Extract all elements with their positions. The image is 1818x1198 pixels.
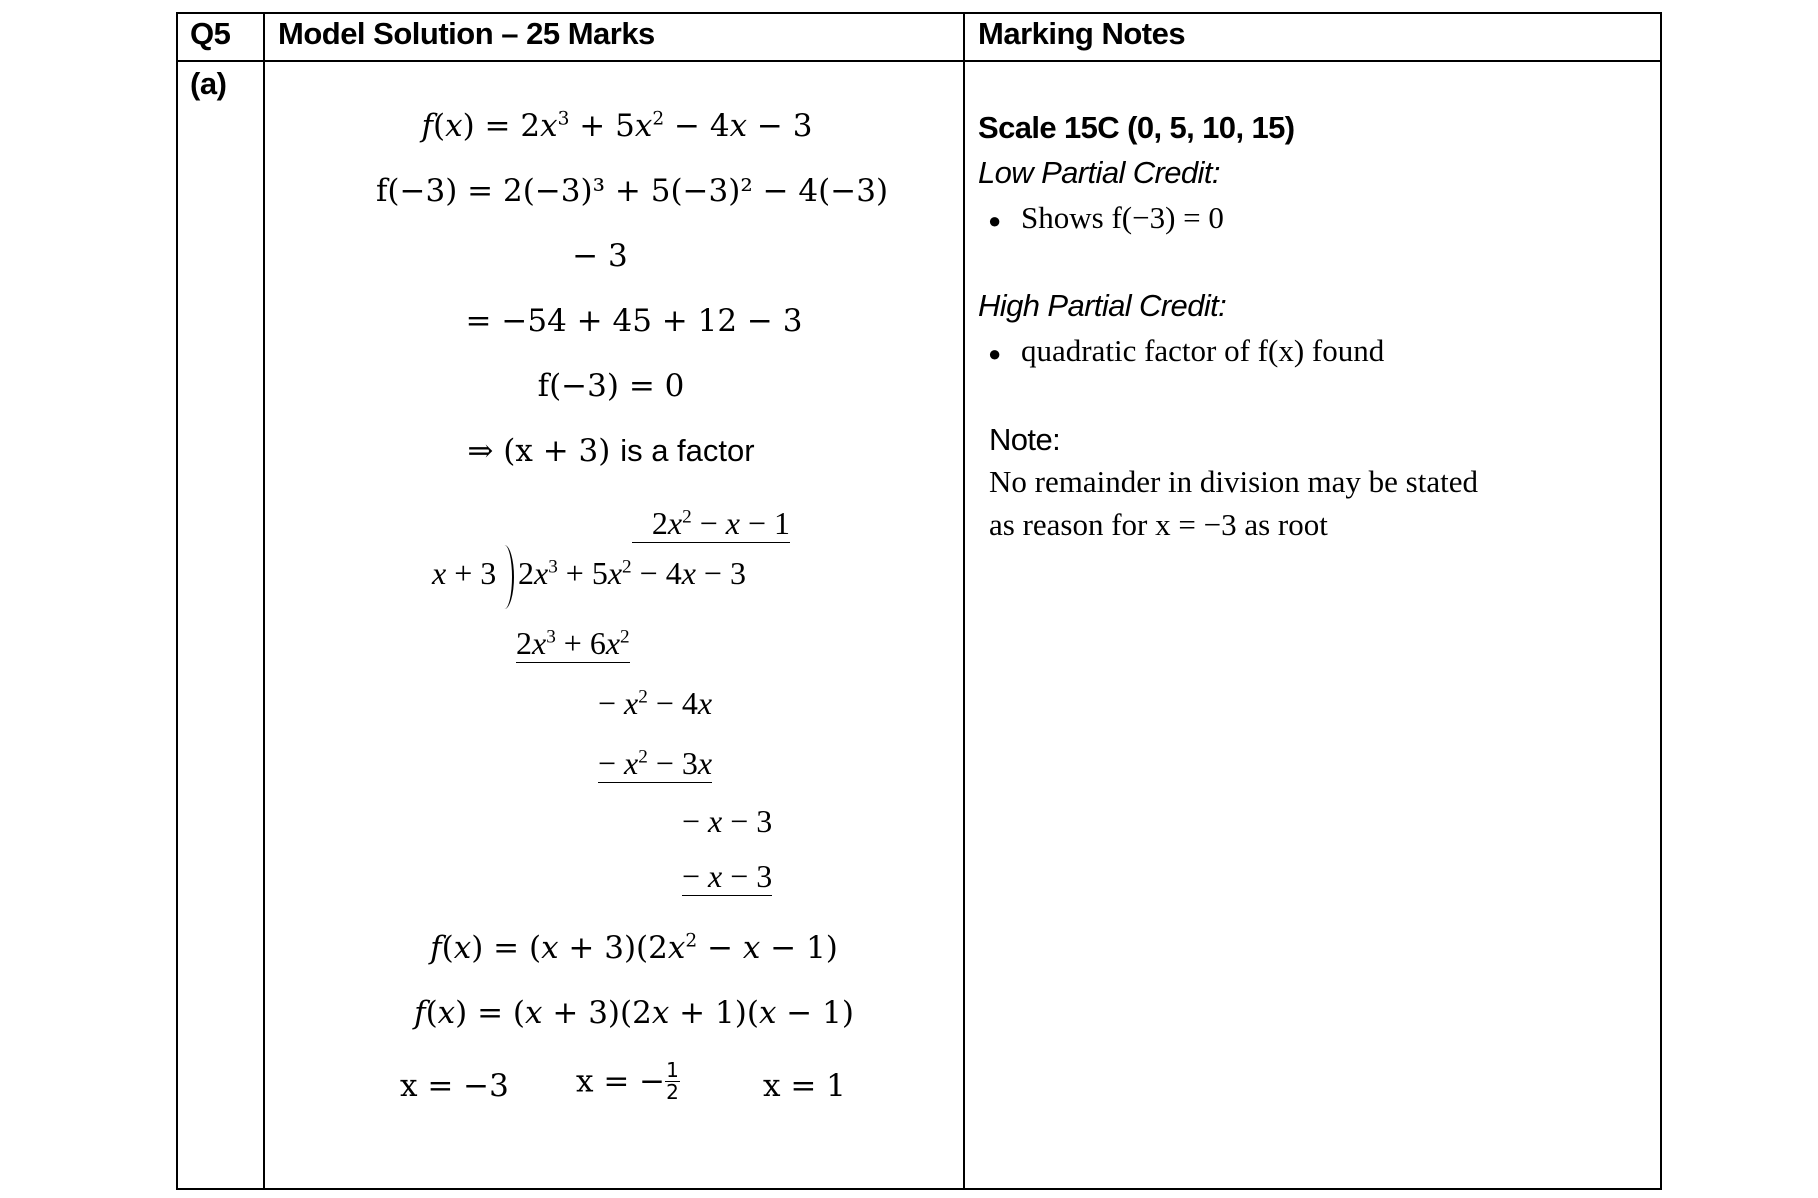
evaluation-arithmetic: = −54 + 45 + 12 − 3 — [465, 303, 803, 339]
step3-subtract: − x − 3 — [682, 858, 773, 894]
bullet-icon: ● — [988, 341, 1002, 366]
root-3: x = 1 — [763, 1068, 846, 1104]
high-partial-credit-item: quadratic factor of f(x) found — [1021, 333, 1385, 368]
factor-conclusion: ⇒ (x + 3) is a factor — [467, 433, 755, 469]
step1-subtract: $2x^3 + 6x^2$ — [516, 625, 630, 661]
high-partial-credit-label: High Partial Credit: — [978, 288, 1227, 323]
note-line-1: No remainder in division may be stated — [989, 464, 1478, 499]
step2-remainder: − x − 3 — [682, 803, 773, 839]
full-factorisation: f(x) = (x + 3)(2x + 1)(x − 1) — [414, 995, 854, 1031]
step2-subtract: − $x^2 - 3x$ — [598, 745, 713, 781]
column-divider-1 — [263, 14, 265, 1188]
dividend: $2x^3 + 5x^2 - 4x - 3$ — [518, 555, 746, 591]
solution-header: Model Solution – 25 Marks — [278, 16, 655, 51]
low-partial-credit-label: Low Partial Credit: — [978, 155, 1220, 190]
note-label: Note: — [989, 422, 1061, 457]
evaluation-result: f(−3) = 0 — [537, 368, 685, 404]
fraction-one-half: $\frac{1}{2}$ — [666, 1058, 679, 1104]
quadratic-factorisation: $f(x) = (x + 3)(2x^2 - x - 1)$ — [430, 930, 838, 966]
notes-header: Marking Notes — [978, 16, 1186, 51]
question-number: Q5 — [190, 16, 231, 51]
function-definition: $f(x) = 2x^3 + 5x^2 - 4x - 3$ — [421, 108, 813, 144]
bullet-icon: ● — [988, 208, 1002, 233]
evaluation-continuation: − 3 — [572, 238, 628, 274]
evaluation-line: f(−3) = 2(−3)³ + 5(−3)² − 4(−3) — [375, 173, 889, 209]
divisor: x + 3 — [432, 555, 497, 591]
column-divider-2 — [963, 14, 965, 1188]
low-partial-credit-item: Shows f(−3) = 0 — [1021, 200, 1224, 235]
implies-arrow-icon: ⇒ — [467, 433, 494, 469]
step1-remainder: − $x^2 - 4x$ — [598, 685, 713, 721]
quotient: $2x^2 - x - 1$ — [632, 505, 790, 543]
root-2: x = − $\frac{1}{2}$ — [576, 1058, 679, 1104]
scale-label: Scale 15C (0, 5, 10, 15) — [978, 110, 1295, 145]
root-1: x = −3 — [400, 1068, 509, 1104]
part-label: (a) — [190, 66, 227, 101]
header-divider — [178, 60, 1660, 62]
note-line-2: as reason for x = −3 as root — [989, 507, 1328, 542]
